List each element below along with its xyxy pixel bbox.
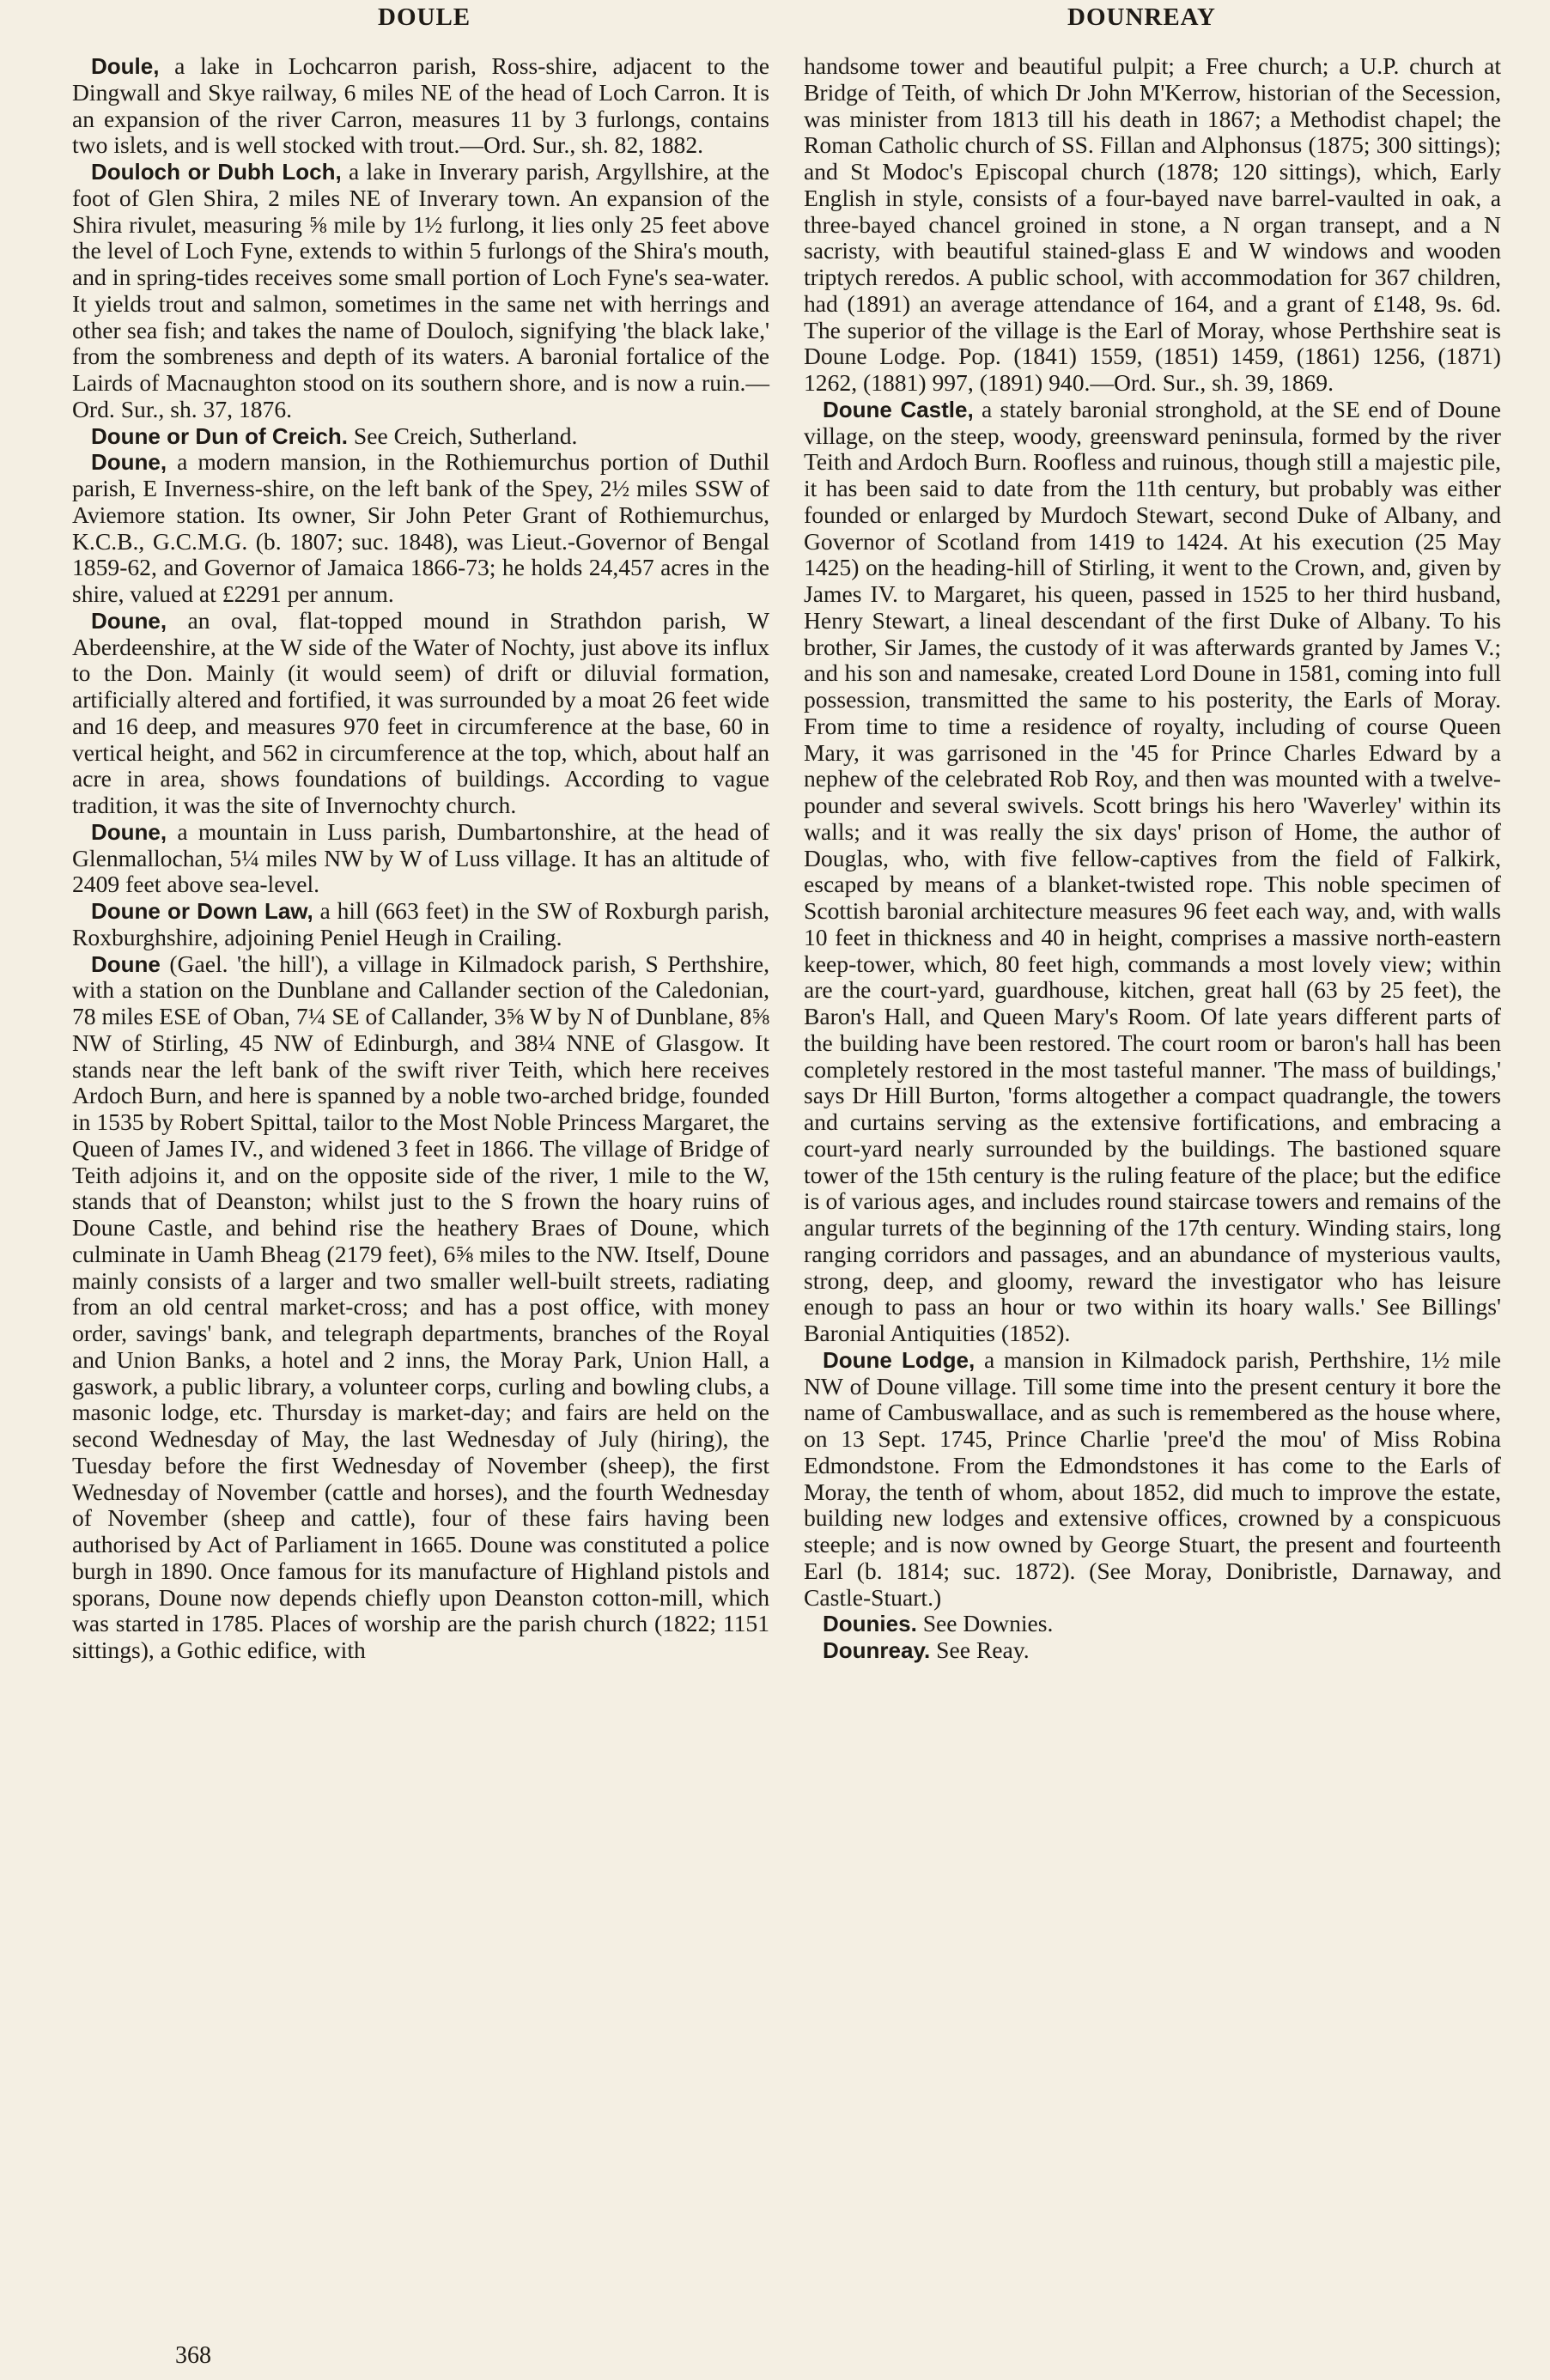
entry-headword: Dounreay. (823, 1637, 931, 1663)
entry (804, 1637, 1501, 1664)
entry-text: a mansion in Kilmadock parish, Perthshire, 1½ mile NW of Doune village. Till some time into the present century it bore the name of Cambuswallace, and as such is remembered as the house where, on 13 Sept. 1745, Prince Charlie 'pree'd the mou' of Miss Robina Edmondstone. From the Edmondstones it has come to the Earls of Moray, the tenth of whom, about 1852, did much to improve the estate, building new lodges and extensive offices, crowned by a conspicuous steeple; and is now owned by George Stuart, the present and fourteenth Earl (b. 1814; suc. 1872). (See Moray, Donibristle, Darnaway, and Castle-Stuart.) (804, 1345, 1501, 1611)
page-number: 368 (175, 2342, 211, 2369)
entry (72, 423, 769, 450)
entry-text: a lake in Lochcarron parish, Ross-shire, adjacent to the Dingwall and Skye railway, 6 miles NE of the head of Loch Carron. It is an expansion of the river Carron, measures 11 by 3 furlongs, contains two islets, and is well stocked with trout.—Ord. Sur., sh. 82, 1882. (72, 52, 769, 159)
entry (804, 397, 1501, 1347)
entry (72, 951, 769, 1664)
entry-text: a hill (663 feet) in the SW of Roxburgh parish, Roxburghshire, adjoining Peniel Heugh in Crailing. (72, 897, 769, 950)
running-head-left: DOULE (378, 3, 471, 31)
entry-headword: Douloch or Dubh Loch, (91, 159, 342, 185)
entry-headword: Doune, (91, 607, 167, 634)
entry-text: (Gael. 'the hill'), a village in Kilmadock parish, S Perthshire, with a station on the Dunblane and Callander section of the Caledonian, 78 miles ESE of Oban, 7¼ SE of Callander, 3⅝ W by N of Dunblane, 8⅝ NW of Stirling, 45 NW of Edinburgh, and 38¼ NNE of Glasgow. It stands near the left bank of the swift river Teith, which here receives Ardoch Burn, and here is spanned by a noble two-arched bridge, founded in 1535 by Robert Spittal, tailor to the Most Noble Princess Margaret, the Queen of James IV., and widened 3 feet in 1866. The village of Bridge of Teith adjoins it, and on the opposite side of the river, 1 mile to the W, stands that of Deanston; whilst just to the S frown the hoary ruins of Doune Castle, and behind rise the heathery Braes of Doune, which culminate in Uamh Bheag (2179 feet), 6⅝ miles to the NW. Itself, Doune mainly consists of a larger and two smaller well-built streets, radiating from an old central market-cross; and has a post office, with money order, savings' bank, and telegraph departments, branches of the Royal and Union Banks, a hotel and 2 inns, the Moray Park, Union Hall, a gaswork, a public library, a volunteer corps, curling and bowling clubs, a masonic lodge, etc. Thursday is market-day; and fairs are held on the second Wednesday of May, the last Wednesday of July (hiring), the Tuesday before the first Wednesday of November (sheep), the first Wednesday of November (cattle and horses), and the fourth Wednesday of November (sheep and cattle), four of these fairs having been authorised by Act of Parliament in 1665. Doune was constituted a police burgh in 1890. Once famous for its manufacture of Highland pistols and sporans, Doune now depends chiefly upon Deanston cotton-mill, which was started in 1785. Places of worship are the parish church (1822; 1151 sittings), a Gothic edifice, with (72, 950, 769, 1663)
entry-text: handsome tower and beautiful pulpit; a Free church; a U.P. church at Bridge of Teith, of which Dr John M'Kerrow, historian of the Secession, was minister from 1813 till his death in 1867; a Methodist chapel; the Roman Catholic church of SS. Fillan and Alphonsus (1875; 300 sittings); and St Modoc's Episcopal church (1878; 120 sittings), which, Early English in style, consists of a four-bayed nave barrel-vaulted in oak, a three-bayed chancel groined in stone, a N organ transept, and a N sacristy, with beautiful stained-glass E and W windows and wooden triptych reredos. A public school, with accommodation for 367 children, had (1891) an average attendance of 164, and a grant of £148, 9s. 6d. The superior of the village is the Earl of Moray, whose Perthshire seat is Doune Lodge. Pop. (1841) 1559, (1851) 1459, (1861) 1256, (1871) 1262, (1881) 997, (1891) 940.—Ord. Sur., sh. 39, 1869. (804, 52, 1501, 396)
entry (72, 449, 769, 608)
entry-headword: Doune, (91, 449, 167, 476)
entry (804, 1347, 1501, 1612)
entry (804, 1611, 1501, 1637)
entry-text: See Reay. (930, 1636, 1030, 1663)
entry-text: See Creich, Sutherland. (348, 422, 578, 449)
entry-headword: Doune or Dun of Creich. (91, 422, 348, 449)
entry-text: a lake in Inverary parish, Argyllshire, at the foot of Glen Shira, 2 miles NE of Inverary town. An expansion of the Shira rivulet, measuring ⅝ mile by 1½ furlong, it lies only 25 feet above the level of Loch Fyne, extends to within 5 furlongs of the Shira's mouth, and in spring-tides receives some small portion of Loch Fyne's sea-water. It yields trout and salmon, sometimes in the same net with herrings and other sea fish; and takes the name of Douloch, signifying 'the black lake,' from the sombreness and depth of its waters. A baronial fortalice of the Lairds of Macnaughton stood on its southern shore, and is now a ruin.—Ord. Sur., sh. 37, 1876. (72, 158, 769, 422)
entry (72, 159, 769, 423)
entry-text: a stately baronial stronghold, at the SE end of Doune village, on the steep, woody, greensward peninsula, formed by the river Teith and Ardoch Burn. Roofless and ruinous, though still a majestic pile, it has been said to date from the 11th century, but probably was either founded or enlarged by Murdoch Stewart, second Duke of Albany, and Governor of Scotland from 1419 to 1424. At his execution (25 May 1425) on the heading-hill of Stirling, it went to the Crown, and, given by James IV. to Margaret, his queen, passed in 1525 to her third husband, Henry Stewart, a lineal descendant of the first Duke of Albany. To his brother, Sir James, the custody of it was afterwards granted by James V.; and his son and namesake, created Lord Doune in 1581, coming into full possession, transmitted the same to his posterity, the Earls of Moray. From time to time a residence of royalty, including of course Queen Mary, it was garrisoned in the '45 for Prince Charles Edward by a nephew of the celebrated Rob Roy, and then was mounted with a twelve-pounder and several swivels. Scott brings his hero 'Waverley' within its walls; and it was really the six days' prison of Home, the author of Douglas, who, with five fellow-captives from the field of Falkirk, escaped by means of a blanket-twisted rope. This noble specimen of Scottish baronial architecture measures 96 feet each way, and, with walls 10 feet in thickness and 40 in height, comprises a massive north-eastern keep-tower, which, 80 feet high, commands a most lovely view; within are the court-yard, guardhouse, kitchen, great hall (63 by 25 feet), the Baron's Hall, and Queen Mary's Room. Of late years different parts of the building have been restored. The court room or baron's hall has been completely restored in the most tasteful manner. 'The mass of buildings,' says Dr Hill Burton, 'forms altogether a compact quadrangle, the towers and curtains serving as the extensive fortifications, and embracing a court-yard nearly surrounded by the buildings. The bastioned square tower of the 15th century is the ruling feature of the place; but the edifice is of various ages, and includes round staircase towers and remains of the angular turrets of the beginning of the 17th century. Winding stairs, long ranging corridors and passages, and an abundance of mysterious vaults, strong, deep, and gloomy, reward the investigator who has leisure enough to pass an hour or two within its hoary walls.' See Billings' Baronial Antiquities (1852). (804, 395, 1501, 1346)
entry-headword: Doune Castle, (823, 396, 974, 422)
text-column-left (72, 53, 769, 1664)
entry-headword: Doune or Down Law, (91, 898, 313, 924)
entry (72, 898, 769, 951)
entry-headword: Doule, (91, 53, 160, 79)
entry-text: a modern mansion, in the Rothiemurchus portion of Duthil parish, E Inverness-shire, on the left bank of the Spey, 2½ miles SSW of Aviemore station. Its owner, Sir John Peter Grant of Rothiemurchus, K.C.B., G.C.M.G. (b. 1807; suc. 1848), was Lieut.-Governor of Bengal 1859-62, and Governor of Jamaica 1866-73; he holds 24,457 acres in the shire, valued at £2291 per annum. (72, 448, 769, 607)
entry-headword: Doune Lodge, (823, 1346, 976, 1373)
entry-headword: Doune (91, 950, 161, 977)
entry (72, 608, 769, 819)
entry (72, 53, 769, 159)
entry (72, 819, 769, 898)
entry-headword: Doune, (91, 818, 167, 845)
entry-text: See Downies. (916, 1610, 1054, 1637)
entry-text: an oval, flat-topped mound in Strathdon parish, W Aberdeenshire, at the W side of the Water of Nochty, just above its influx to the Don. Mainly (it would seem) of drift or diluvial formation, artificially altered and fortified, it was surrounded by a moat 26 feet wide and 16 deep, and measures 970 feet in circumference at the base, 60 in vertical height, and 562 in circumference at the top, which, about half an acre in area, shows foundations of buildings. According to vague tradition, it was the site of Invernochty church. (72, 606, 769, 818)
entry-headword: Dounies. (823, 1611, 917, 1637)
text-column-right (804, 53, 1501, 1664)
running-head-right: DOUNREAY (1067, 3, 1216, 31)
entry-text: a mountain in Luss parish, Dumbartonshire, at the head of Glenmallochan, 5¼ miles NW by W of Luss village. It has an altitude of 2409 feet above sea-level. (72, 817, 769, 898)
entry-continuation (804, 53, 1501, 397)
